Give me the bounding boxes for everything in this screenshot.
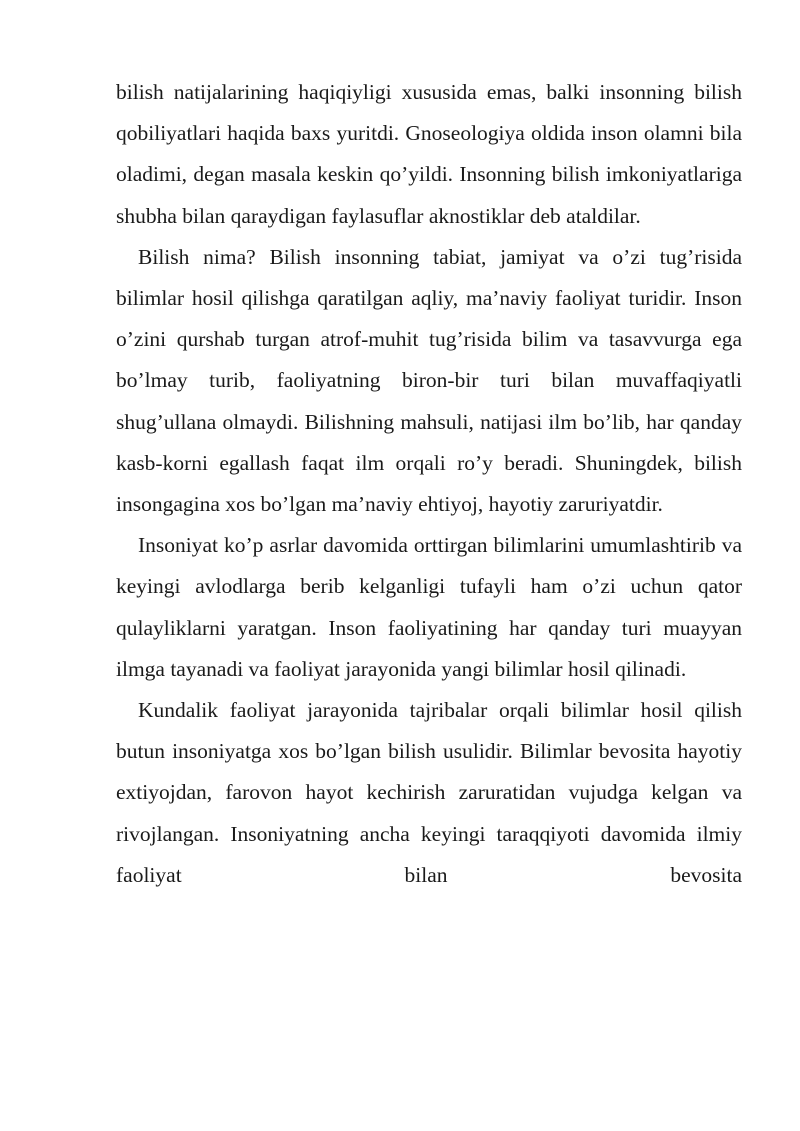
body-text [116,72,742,896]
paragraph-2: Bilish nima? Bilish insonning tabiat, jamiyat va o’zi tug’risida bilimlar hosil qilishga qaratilgan aqliy, ma’naviy faoliyat turidir. Inson o’zini qurshab turgan atrof-muhit tug’risida bilim va tasavvurga ega bo’lmay turib, faoliyatning biron-bir turi bilan muvaffaqiyatli shug’ullana olmaydi. Bilishning mahsuli, natijasi ilm bo’lib, har qanday kasb-korni egallash faqat ilm orqali ro’y beradi. Shuningdek, bilish insongagina xos bo’lgan ma’naviy ehtiyoj, hayotiy zaruriyatdir. [116,244,742,517]
paragraph-1: bilish natijalarining haqiqiyligi xususida emas, balki insonning bilish qobiliyatlari haqida baxs yuritdi. Gnoseologiya oldida inson olamni bila oladimi, degan masala keskin qo’yildi. Insonning bilish imkoniyatlariga shubha bilan qaraydigan faylasuflar aknostiklar deb ataldilar. [116,80,742,228]
paragraph-3: Insoniyat ko’p asrlar davomida orttirgan bilimlarini umumlashtirib va keyingi avlodlarga berib kelganligi tufayli ham o’zi uchun qator qulayliklarni yaratgan. Inson faoliyatining har qanday turi muayyan ilmga tayanadi va faoliyat jarayonida yangi bilimlar hosil qilinadi. [116,533,742,681]
paragraph-4: Kundalik faoliyat jarayonida tajribalar orqali bilimlar hosil qilish butun insoniyatga xos bo’lgan bilish usulidir. Bilimlar bevosita hayotiy extiyojdan, farovon hayot kechirish zaruratidan vujudga kelgan va rivojlangan. Insoniyatning ancha keyingi taraqqiyoti davomida ilmiy faoliyat bilan bevosita [116,698,742,887]
